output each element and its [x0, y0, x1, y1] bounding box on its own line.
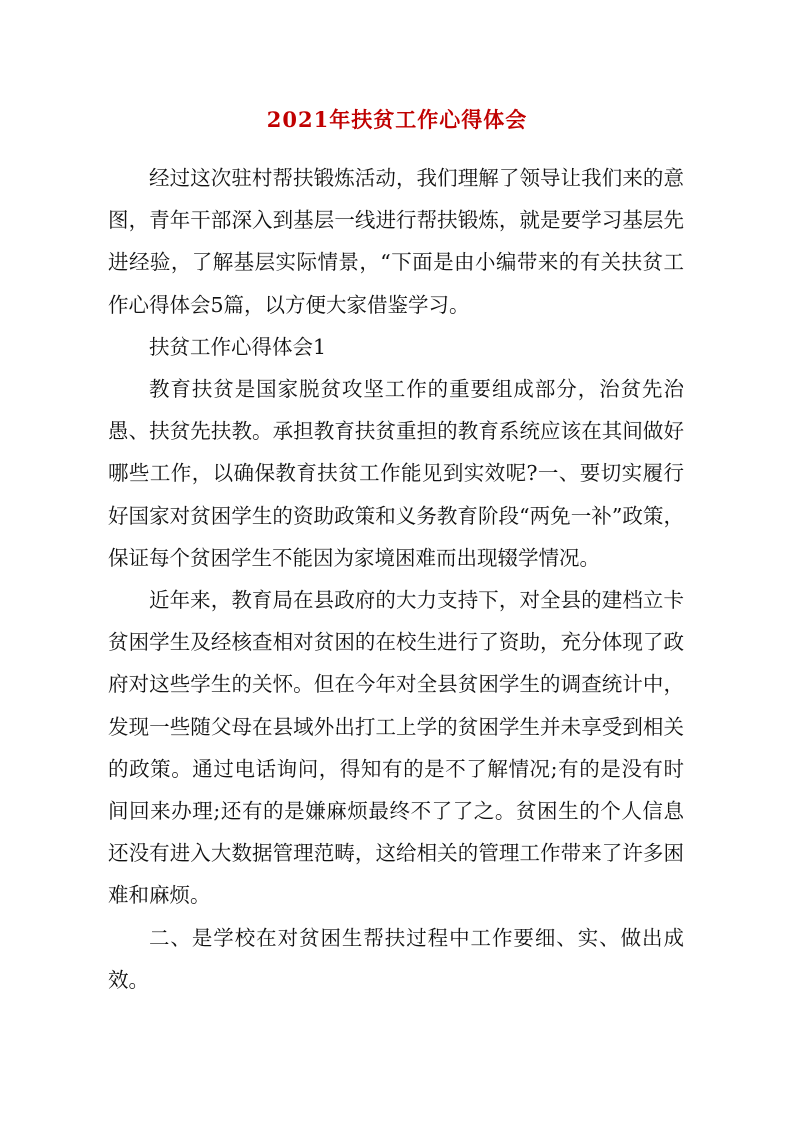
paragraph-education: 教育扶贫是国家脱贫攻坚工作的重要组成部分，治贫先治愚、扶贫先扶教。承担教育扶贫重担的教育系统应该在其间做好哪些工作，以确保教育扶贫工作能见到实效呢?一、要切实履行好国家对贫困学生的资助政策和义务教育阶段“两免一补”政策，保证每个贫困学生不能因为家境困难而出现辍学情况。	[108, 377, 684, 570]
section-heading: 扶贫工作心得体会1	[149, 334, 327, 359]
paragraph-recent-years: 近年来，教育局在县政府的大力支持下，对全县的建档立卡贫困学生及经核查相对贫困的在校生进行了资助，充分体现了政府对这些学生的关怀。但在今年对全县贫困学生的调查统计中，发现一些随父母在县域外出打工上学的贫困学生并未享受到相关的政策。通过电话询问，得知有的是不了解情况;有的是没有时间回来办理;还有的是嫌麻烦最终不了了之。贫困生的个人信息还没有进入大数据管理范畴，这给相关的管理工作带来了许多困难和麻烦。	[108, 588, 684, 908]
document-body	[108, 157, 684, 1001]
paragraph-point-two: 二、是学校在对贫困生帮扶过程中工作要细、实、做出成效。	[108, 925, 684, 992]
document-title: 2021年扶贫工作心得体会	[266, 107, 528, 132]
paragraph-intro: 经过这次驻村帮扶锻炼活动，我们理解了领导让我们来的意图，青年干部深入到基层一线进行帮扶锻炼，就是要学习基层先进经验，了解基层实际情景，“下面是由小编带来的有关扶贫工作心得体会5篇，以方便大家借鉴学习。	[108, 166, 684, 317]
